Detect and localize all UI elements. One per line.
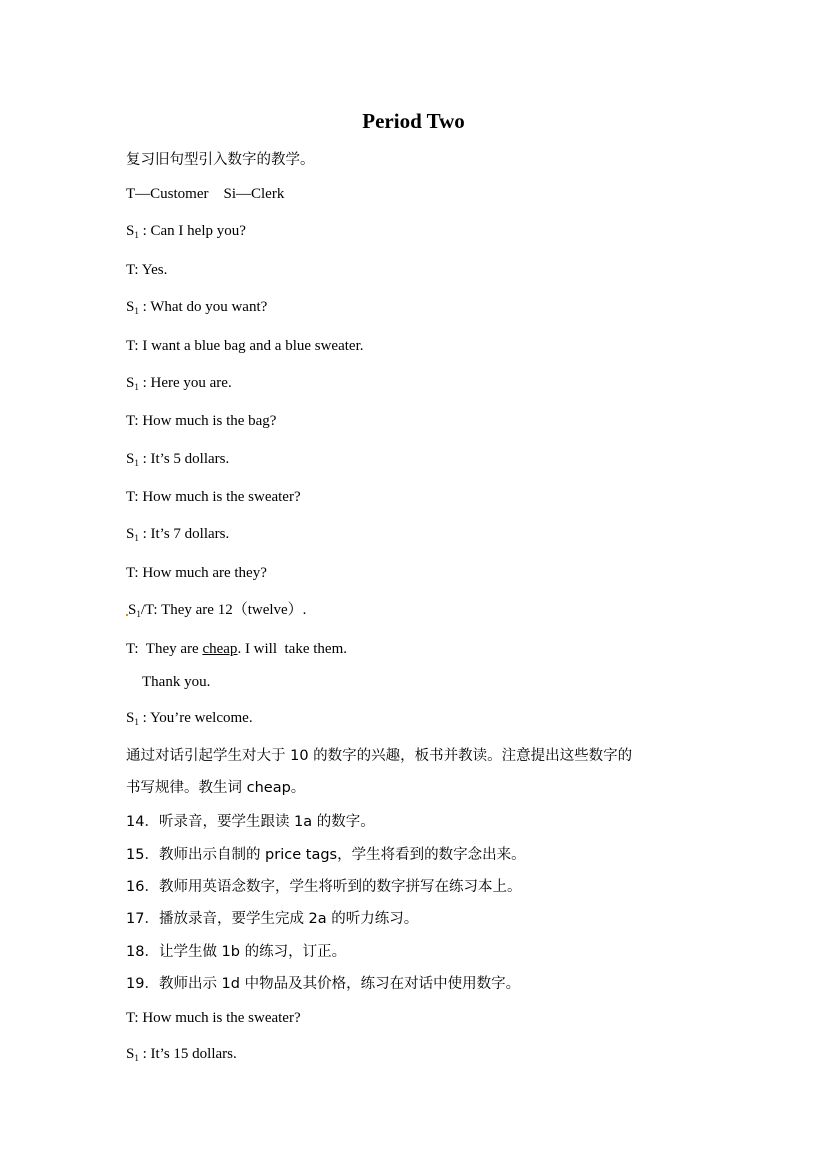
speaker-s1: $S_1$: [126, 223, 139, 240]
paragraph-line: 通过对话引起学生对大于 10 的数字的兴趣，板书并教读。注意提出这些数字的: [126, 748, 633, 764]
page-title: Period Two: [362, 109, 465, 133]
intro-text: 复习旧句型引入数字的教学。: [126, 152, 315, 168]
dialog-line: T: How much is the sweater?: [126, 489, 301, 505]
dialog-line: T: Yes.: [126, 262, 168, 278]
speaker-s1: $S_1$: [126, 299, 139, 316]
step-item: 18．让学生做 1b 的练习，订正。: [126, 944, 347, 960]
speaker-s1: $S_1$: [128, 602, 141, 619]
roles-text: T—Customer Si—Clerk: [126, 186, 285, 202]
dialog-line: T: How much is the sweater?: [126, 1010, 301, 1026]
speaker-s1: $S_1$: [126, 710, 139, 727]
dialog-line: $S_1$ : Can I help you?: [126, 221, 246, 245]
speaker-s1: $S_1$: [126, 451, 139, 468]
dialog-line: T: How much is the bag?: [126, 413, 277, 429]
step-item: 19．教师出示 1d 中物品及其价格，练习在对话中使用数字。: [126, 976, 521, 992]
dialog-line: T: How much are they?: [126, 565, 267, 581]
speaker-s1: $S_1$: [126, 375, 139, 392]
dialog-line: $S_1$ : Here you are.: [126, 373, 232, 397]
step-item: 15．教师出示自制的 price tags，学生将看到的数字念出来。: [126, 847, 526, 863]
step-item: 16．教师用英语念数字，学生将听到的数字拼写在练习本上。: [126, 879, 522, 895]
dialog-line: $S_1$ : What do you want?: [126, 297, 267, 321]
dialog-line: $S_1$ : You’re welcome.: [126, 708, 253, 732]
step-item: 14．听录音，要学生跟读 1a 的数字。: [126, 814, 375, 830]
dialog-line: $S_1$ : It’s 15 dollars.: [126, 1044, 237, 1068]
step-item: 17．播放录音，要学生完成 2a 的听力练习。: [126, 911, 419, 927]
speaker-s1: $S_1$: [126, 526, 139, 543]
paragraph-line: 书写规律。教生词 cheap。: [126, 780, 306, 796]
dialog-line: Thank you.: [142, 674, 211, 690]
dialog-line: T: I want a blue bag and a blue sweater.: [126, 338, 364, 354]
speaker-s1: $S_1$: [126, 1046, 139, 1063]
underlined-word: cheap: [202, 641, 238, 657]
dialog-line: $S_1$ : It’s 7 dollars.: [126, 524, 229, 548]
dialog-line: T: They are cheap. I will take them.: [126, 641, 347, 657]
dialog-line: $S_1$ : It’s 5 dollars.: [126, 449, 229, 473]
dialog-line: $S_1/T$: They are 12（twelve）.: [126, 600, 306, 624]
